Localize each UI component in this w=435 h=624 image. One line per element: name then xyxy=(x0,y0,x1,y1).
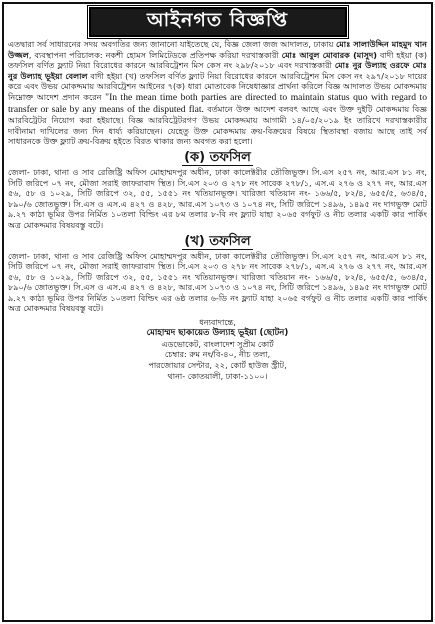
street-address: পারজোয়ার সেন্টার, ২২, কোর্ট হাউজ স্ট্রীট, xyxy=(148,360,287,371)
legal-notice xyxy=(2,2,433,622)
advocate-designation: এডভোকেট, বাংলাদেশ সুপ্রীম কোর্ট xyxy=(161,338,274,349)
notice-text: , ব্যবস্থাপনা পরিচালক: নকশী হোমস লিমিটেডকে প্রতিপক্ষ করিয়া দরখাস্তকারী xyxy=(28,49,282,60)
advocate-name: মোহাম্মদ ছাকায়েত উল্যাহ ভূইয়া (ছোটন) xyxy=(146,327,289,338)
notice-body xyxy=(8,39,427,147)
schedule-kha-title xyxy=(8,234,427,249)
petitioner-name-1: মোঃ আবুল মোবারক (মাসুদ) xyxy=(281,49,377,60)
chamber-address: চেম্বার: রুম নং/বি-৪০, নীচ তলা, xyxy=(164,349,271,360)
schedule-kha-text: জেলা- ঢাকা, থানা ও সাব রেজিষ্ট্রি অফিস মোহাম্মদপুর অধীন, ঢাকা কালেক্টরীর তৌজিভুক্ত। সি.এস ২৫৭ নং, আর.এস ৮১ নং, সিটি জরিপে ০৭ নং, মৌজা সরাই জাফরাবাদ স্থিত। সি.এস ২০৩ ও ২৭৮ নং সাবেক ২৭৮/১, এস.এ ২৭৬ ও ২৭৭ নং, আর.এস ৫৬, ৫৮ ও ১০২৯, সিটি জরিপে ৩২, ৫৫, ১৫৫১ নং খতিয়ানভূক্ত। খারিজা খতিয়ান নং- ১৬৬/৫, ৮২/৪, ৬৫৫/৫, ৬৩৪/৫, ৮৯০/৬ জোতভুক্ত। সি.এস ও এস.এ ৪২৭ ও ৪২৮, আর.এস ১০৭৩ ও ১০৭৪ নং, সিটি জরিপে ১৪৯৬, ১৪৯৫ নং দাগভুক্ত মোট ৯.২৭ কাঠা ভূমির উপর নির্মিত ১০তলা বিল্ডিং এর ৬ষ্ঠ তলার ৬-ডি নং ফ্ল্যাট যাহা ২০৬৫ বর্গফুট ও নীচ তলার একটি কার পার্কিং অত্র মোকদ্দমার বিষয়বস্তু বটে। xyxy=(8,250,427,314)
schedule-ka-title xyxy=(8,150,427,165)
city-address: থানা- কোতয়ালী, ঢাকা-১১০০। xyxy=(167,371,268,382)
notice-text: বর্তমানে উক্ত আদেশ বলবৎ আছে এবং উক্ত দুইটি মোকদ্দমায় বিজ্ঞ আরবিট্রেটর নিয়োগ করা হইয়াছে। বিজ্ঞ আরবিট্রেটরগণ উভয় মোকদ্দমায় আগামী ১৪/০৫/২০১৯ ইং তারিখে দরখাস্তকারীর দাবীনামা দাখিলের জন্য দিন ধার্য্য করিয়াছেন। যেহেতু উক্ত মোকদ্দমায় ক্রয়-বিক্রয়ের বিষয়ে স্থিতাবস্থা বজায় আছে তাই সর্ব সাধারনকে উক্ত ফ্ল্যাট ক্রয়-বিক্রয় হইতে বিরত থাকার জন্য অবগত করা হলো। xyxy=(8,103,427,147)
schedule-ka-text: জেলা- ঢাকা, থানা ও সাব রেজিষ্ট্রি অফিস মোহাম্মদপুর অধীন, ঢাকা কালেক্টরীর তৌজিভুক্ত। সি.এস ২৫৭ নং, আর.এস ৮১ নং, সিটি জরিপে ০৭ নং, মৌজা সরাই জাফরাবাদ স্থিত। সি.এস ২০৩ ও ২৭৮ নং সাবেক ২৭৮/১, এস.এ ২৭৬ ও ২৭৭ নং, আর.এস ৫৬, ৫৮ ও ১০২৯, সিটি জরিপে ৩২, ৫৫, ১৫৫১ নং খতিয়ানভূক্ত। খারিজা খতিয়ান নং- ১৬৬/৫, ৮২/৪, ৬৫৫/৫, ৬৩৪/৫, ৮৯০/৬ জোতভুক্ত। সি.এস ও এস.এ ৪২৭ ও ৪২৮, আর.এস ১০৭৩ ও ১০৭৪ নং, সিটি জরিপে ১৪৯৬, ১৪৯৫ নং দাগভুক্ত মোট ৯.২৭ কাঠা ভূমির উপর নির্মিত ১০তলা বিল্ডিং এর ৮ম তলার ৮-বি নং ফ্ল্যাট যাহা ২০৬৫ বর্গফুট ও নীচ তলার একটি কার পার্কিং অত্র মোকদ্দমার বিষয়বস্তু বটে। xyxy=(8,166,427,230)
schedule-ka-title-text: (ক) তফসিল xyxy=(184,149,251,165)
signature-block xyxy=(8,317,427,382)
notice-text: বাদী হইয়া (ক) তফসিল বর্ণিত ফ্ল্যাট নিয়া বিরোধের কারনে আরবিট্রেশন মিস কেস নং ২৯৮/২০১৮ এবং দরখাস্তকারী xyxy=(8,49,427,71)
schedule-kha-title-text: (খ) তফসিল xyxy=(184,233,251,249)
court-order-quote: "In the mean time both parties are directed to maintain status quo with regard to transfer or sale by any means of the disputed flat. xyxy=(8,91,428,115)
notice-text: বাদী হইয়া (খ) তফসিল বর্ণিত ফ্ল্যাট নিয়া বিরোধের কারনে আরবিট্রেশন মিস কেস নং ২৯৭/২০১৮ দায়ের করে এবং উভয় মোকদ্দমায় আরবিট্রেশন আইনের ৭(ক) ধারা মোতাবেক নিষেধাজ্ঞার প্রার্থনা করিলে বিজ্ঞ আদালত উভয় মোকদ্দমায় নিম্নোক্ত আদেশ প্রদান করেন xyxy=(8,70,427,102)
petitioner-name-2: মোঃ নুর উল্যাহ ওরফে মোঃ নুর উল্যাহ ভূইয়া বেলাল xyxy=(8,60,427,81)
notice-text: এতদ্বারা সর্ব সাধারনের সদয় অবগতির জন্য জানানো যাইতেছে যে, বিজ্ঞ জেলা জজ আদালত, ঢাকায় xyxy=(8,39,336,49)
closing-line: ধন্যবাদান্তে, xyxy=(199,317,236,328)
notice-banner-title: আইনগত বিজ্ঞপ্তি xyxy=(89,7,347,37)
respondent-name: মোঃ সালাউদ্দিন মাহমুদ খান উজ্জল xyxy=(8,39,427,60)
